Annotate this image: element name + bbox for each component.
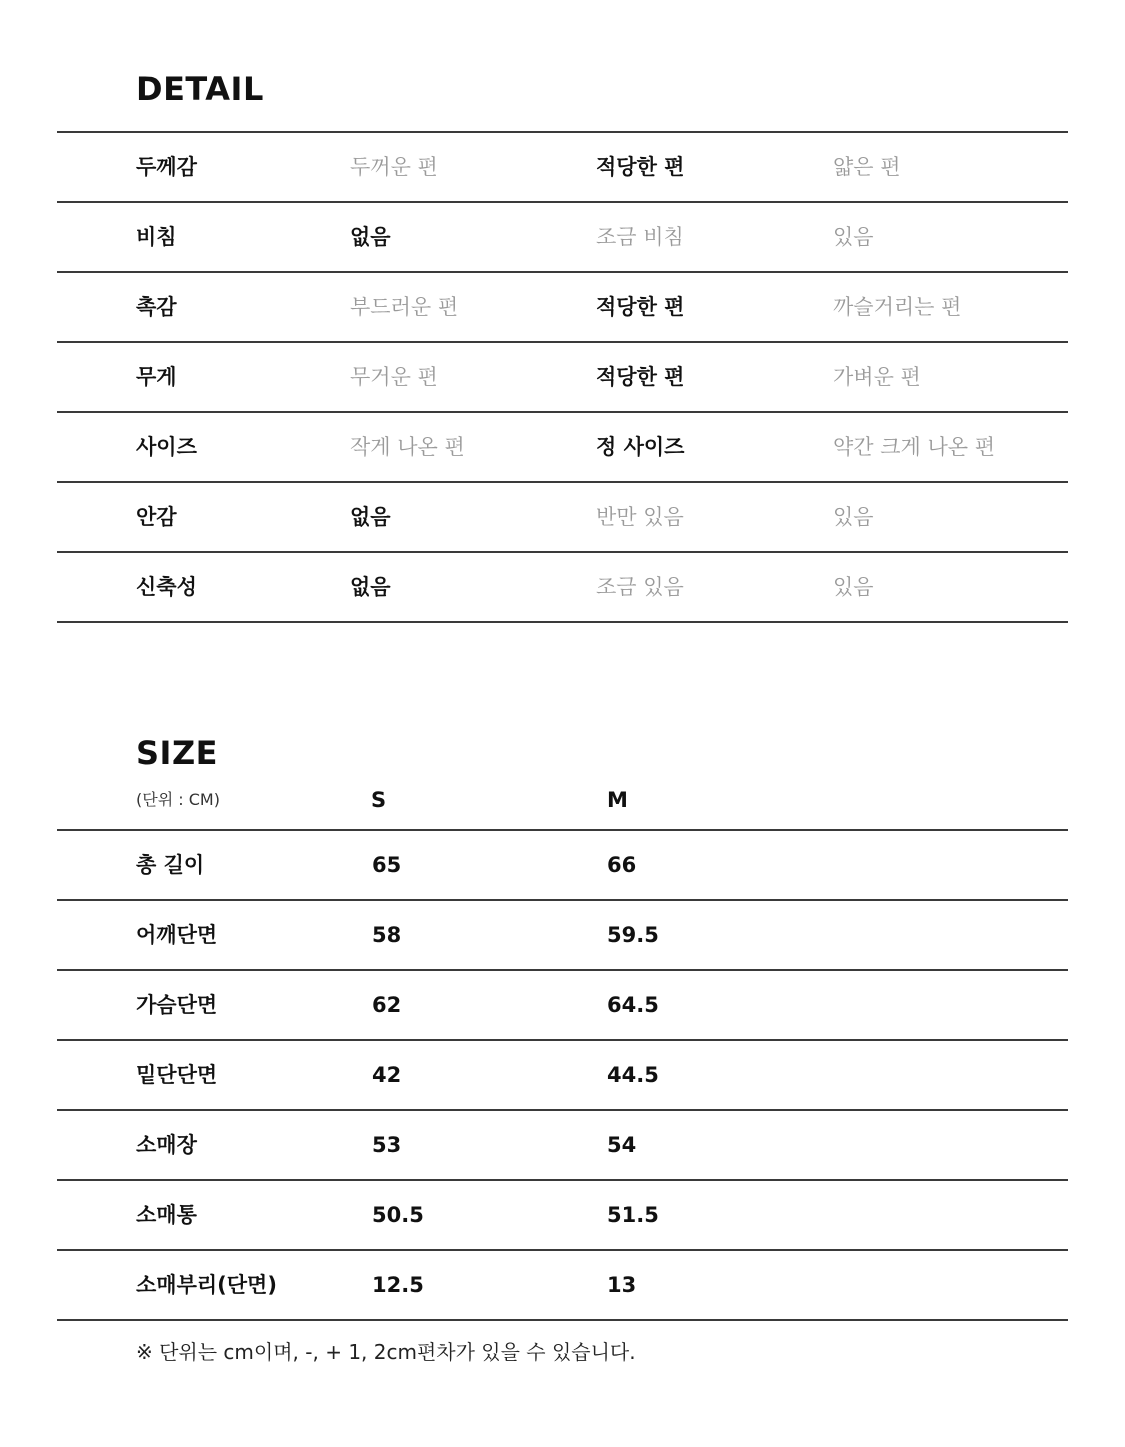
size-row-total-length — [57, 831, 1068, 901]
size-value-m: 66 — [607, 853, 637, 877]
size-column-header-s: S — [371, 788, 387, 812]
detail-option: 부드러운 편 — [350, 295, 459, 319]
detail-row-label: 두께감 — [136, 155, 197, 179]
detail-row-lining — [57, 483, 1068, 553]
size-row-label: 밑단단면 — [136, 1063, 218, 1087]
detail-option: 적당한 편 — [596, 295, 685, 319]
detail-option: 약간 크게 나온 편 — [833, 435, 996, 459]
detail-option: 없음 — [350, 505, 391, 529]
detail-option: 두꺼운 편 — [350, 155, 438, 179]
size-value-s: 42 — [372, 1063, 402, 1087]
size-value-s: 62 — [372, 993, 402, 1017]
detail-option: 정 사이즈 — [596, 435, 685, 459]
size-value-m: 13 — [607, 1273, 637, 1297]
detail-row-thickness — [57, 133, 1068, 203]
detail-option: 적당한 편 — [596, 155, 685, 179]
detail-row-label: 신축성 — [136, 575, 197, 599]
size-value-s: 58 — [372, 923, 402, 947]
size-table — [57, 829, 1068, 1321]
size-row-hem — [57, 1041, 1068, 1111]
unit-label: (단위 : CM) — [136, 790, 220, 809]
detail-table — [57, 131, 1068, 623]
size-value-m: 51.5 — [607, 1203, 659, 1227]
size-row-label: 총 길이 — [136, 853, 205, 877]
size-column-header-m: M — [607, 788, 628, 812]
detail-option: 반만 있음 — [596, 505, 684, 529]
size-row-sleeve-length — [57, 1111, 1068, 1181]
detail-row-label: 안감 — [136, 505, 177, 529]
size-section-title: SIZE — [136, 734, 219, 772]
detail-option: 작게 나온 편 — [350, 435, 465, 459]
size-row-sleeve-width — [57, 1181, 1068, 1251]
detail-row-label: 무게 — [136, 365, 177, 389]
size-value-s: 65 — [372, 853, 402, 877]
size-row-cuff — [57, 1251, 1068, 1321]
detail-row-fit — [57, 413, 1068, 483]
detail-option: 없음 — [350, 575, 391, 599]
size-row-shoulder — [57, 901, 1068, 971]
size-row-chest — [57, 971, 1068, 1041]
size-footnote: ※ 단위는 cm이며, -, + 1, 2cm편차가 있을 수 있습니다. — [136, 1340, 636, 1364]
detail-row-label: 촉감 — [136, 295, 177, 319]
detail-option: 가벼운 편 — [833, 365, 921, 389]
size-value-s: 12.5 — [372, 1273, 424, 1297]
detail-row-weight — [57, 343, 1068, 413]
size-value-m: 44.5 — [607, 1063, 659, 1087]
size-row-label: 소매통 — [136, 1203, 197, 1227]
detail-option: 까슬거리는 편 — [833, 295, 962, 319]
size-value-s: 53 — [372, 1133, 402, 1157]
size-row-label: 소매부리(단면) — [136, 1273, 277, 1297]
size-value-m: 54 — [607, 1133, 637, 1157]
size-value-m: 64.5 — [607, 993, 659, 1017]
size-value-m: 59.5 — [607, 923, 659, 947]
size-row-label: 가슴단면 — [136, 993, 218, 1017]
size-row-label: 소매장 — [136, 1133, 197, 1157]
detail-row-stretch — [57, 553, 1068, 623]
detail-row-label: 사이즈 — [136, 435, 197, 459]
detail-option: 조금 있음 — [596, 575, 684, 599]
detail-row-texture — [57, 273, 1068, 343]
detail-option: 있음 — [833, 225, 874, 249]
detail-row-label: 비침 — [136, 225, 177, 249]
detail-option: 조금 비침 — [596, 225, 684, 249]
detail-option: 적당한 편 — [596, 365, 685, 389]
detail-option: 있음 — [833, 575, 874, 599]
detail-option: 얇은 편 — [833, 155, 901, 179]
size-value-s: 50.5 — [372, 1203, 424, 1227]
detail-row-sheerness — [57, 203, 1068, 273]
detail-section-title: DETAIL — [136, 70, 264, 108]
detail-option: 무거운 편 — [350, 365, 438, 389]
size-row-label: 어깨단면 — [136, 923, 218, 947]
detail-option: 없음 — [350, 225, 391, 249]
detail-option: 있음 — [833, 505, 874, 529]
